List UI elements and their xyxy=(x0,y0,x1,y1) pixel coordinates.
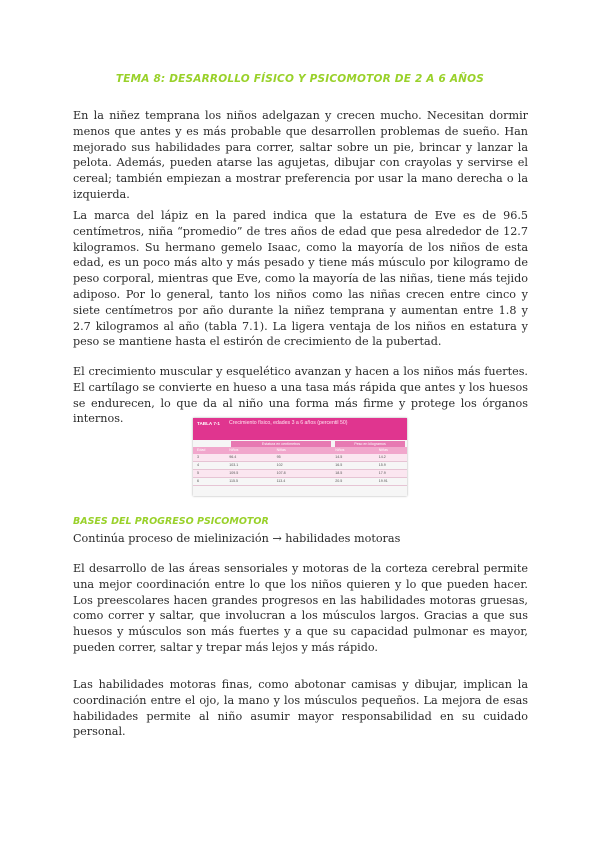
paragraph-muscle-growth: El crecimiento muscular y esquelético avanzan y hacen a los niños más fuertes. El cartílago se convierte en hueso a una tasa más rápida que antes y los huesos se endurecen, lo que da al niño una forma más firme y protege los órganos internos. xyxy=(73,365,528,426)
table-group-headers xyxy=(193,440,407,447)
table-cell: 3 xyxy=(197,455,199,459)
table-title: Crecimiento físico, edades 3 a 6 años (percentil 50) xyxy=(229,420,348,426)
table-row xyxy=(193,462,407,470)
table-row xyxy=(193,454,407,462)
group-weight-header: Peso en kilogramos xyxy=(335,441,405,447)
table-cell: 14.2 xyxy=(378,455,386,459)
table-cell: 102 xyxy=(276,463,283,467)
page-title: TEMA 8: DESARROLLO FÍSICO Y PSICOMOTOR DE 2 A 6 AÑOS xyxy=(115,73,485,85)
col-boys-weight: Niños xyxy=(335,448,345,452)
table-cell: 18.5 xyxy=(335,471,343,475)
table-cell: 15.9 xyxy=(378,463,386,467)
table-cell: 17.9 xyxy=(378,471,386,475)
col-girls-weight: Niñas xyxy=(378,448,388,452)
table-row xyxy=(193,478,407,486)
table-cell: 103.1 xyxy=(229,463,239,467)
table-row xyxy=(193,470,407,478)
paragraph-height-weight: La marca del lápiz en la pared indica que la estatura de Eve es de 96.5 centímetros, niña “promedio” de tres años de edad que pesa alrededor de 12.7 kilogramos. Su hermano gemelo Isaac, como la mayoría de los niños de esta edad, es un poco más alto y más pesado y tiene más músculo por kilogramo de peso corporal, mientras que Eve, como la mayoría de las niñas, tiene más tejido adiposo. Por lo general, tanto los niños como las niñas crecen entre cinco y siete centímetros por año durante la niñez temprana y aumentan entre 1.8 y 2.7 kilogramos al año (tabla 7.1). La ligera ventaja de los niños en estatura y peso se mantiene hasta el estirón de crecimiento de la pubertad. xyxy=(73,209,528,349)
table-cell: 96.4 xyxy=(229,455,237,459)
table-cell: 6 xyxy=(197,479,199,483)
table-cell: 4 xyxy=(197,463,199,467)
table-label: TABLA 7-1 xyxy=(197,421,220,426)
paragraph-fine-motor: Las habilidades motoras finas, como abotonar camisas y dibujar, implican la coordinación entre el ojo, la mano y los músculos pequeños. La mejora de esas habilidades permite al niño asumir mayor responsabilidad en su cuidado personal. xyxy=(73,678,528,739)
table-cell: 113.4 xyxy=(276,479,286,483)
table-cell: 115.5 xyxy=(229,479,238,483)
paragraph-gross-motor: El desarrollo de las áreas sensoriales y motoras de la corteza cerebral permite una mejor coordinación entre lo que los niños quieren y lo que pueden hacer. Los preescolares hacen grandes progresos en las habilidades motoras gruesas, como correr y saltar, que involucran a los músculos largos. Gracias a que sus huesos y músculos son más fuertes y a que su capacidad pulmonar es mayor, pueden correr, saltar y trepar más lejos y más rápido. xyxy=(73,562,528,654)
section-summary: Continúa proceso de mielinización → habilidades motoras xyxy=(73,532,401,545)
table-cell: 20.5 xyxy=(335,479,343,483)
table-column-headers xyxy=(193,447,407,454)
table-cell: 107.8 xyxy=(276,471,286,475)
col-age: Edad xyxy=(197,448,206,452)
table-cell: 109.5 xyxy=(229,471,239,475)
paragraph-intro: En la niñez temprana los niños adelgazan y crecen mucho. Necesitan dormir menos que antes y es más probable que desarrollen problemas de sueño. Han mejorado sus habilidades para correr, saltar sobre un pie, brincar y lanzar la pelota. Además, pueden atarse las agujetas, dibujar con crayolas y servirse el cereal; también empiezan a mostrar preferencia por usar la mano derecha o la izquierda. xyxy=(73,109,528,201)
table-cell: 19.91 xyxy=(378,479,388,483)
col-girls-height: Niñas xyxy=(276,448,286,452)
table-body xyxy=(193,454,407,486)
table-header xyxy=(193,418,407,440)
table-cell: 95 xyxy=(276,455,281,459)
col-boys-height: Niños xyxy=(229,448,239,452)
growth-table-figure xyxy=(193,418,407,496)
section-heading: BASES DEL PROGRESO PSICOMOTOR xyxy=(73,516,269,527)
group-height-header: Estatura en centímetros xyxy=(231,441,331,447)
table-cell: 14.5 xyxy=(335,455,343,459)
table-cell: 16.5 xyxy=(335,463,343,467)
table-cell: 5 xyxy=(197,471,199,475)
